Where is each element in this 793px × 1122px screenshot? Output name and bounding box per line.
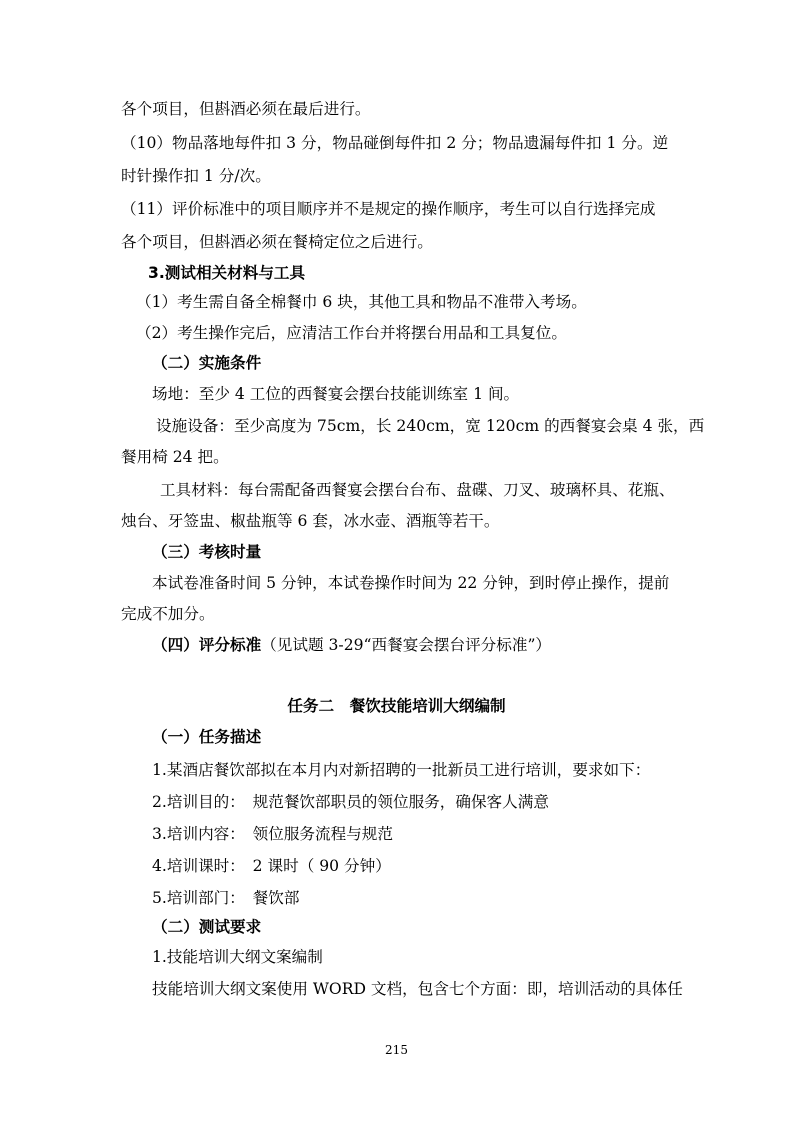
text-line: 时针操作扣 1 分/次。 xyxy=(121,167,271,185)
text-line: （见试题 3-29“西餐宴会摆台评分标准”） xyxy=(261,636,552,654)
text-line: 设施设备：至少高度为 75cm，长 240cm，宽 120cm 的西餐宴会桌 4 张，西 xyxy=(156,417,705,435)
text-line: 烛台、牙签盅、椒盐瓶等 6 套，冰水壶、酒瓶等若干。 xyxy=(121,512,500,530)
text-line: 技能培训大纲文案使用 WORD 文档，包含七个方面：即，培训活动的具体任 xyxy=(152,980,683,998)
section-heading: （四）评分标准 xyxy=(152,636,262,654)
text-line: 场地：至少 4 工位的西餐宴会摆台技能训练室 1 间。 xyxy=(152,385,520,403)
text-line: 工具材料：每台需配备西餐宴会摆台台布、盘碟、刀叉、玻璃杯具、花瓶、 xyxy=(160,481,675,499)
text-line: 3.培训内容： 领位服务流程与规范 xyxy=(152,825,393,843)
section-heading: （二）实施条件 xyxy=(152,354,262,372)
text-line: 5.培训部门： 餐饮部 xyxy=(152,889,300,907)
text-line: （11）评价标准中的项目顺序并不是规定的操作顺序，考生可以自行选择完成 xyxy=(121,200,656,218)
text-line: （1）考生需自备全棉餐巾 6 块，其他工具和物品不准带入考场。 xyxy=(136,293,587,311)
section-heading: 3.测试相关材料与工具 xyxy=(148,264,306,282)
text-line: 本试卷准备时间 5 分钟，本试卷操作时间为 22 分钟，到时停止操作，提前 xyxy=(152,574,670,592)
task-title: 任务二 餐饮技能培训大纲编制 xyxy=(287,697,506,715)
text-line: 2.培训目的： 规范餐饮部职员的领位服务，确保客人满意 xyxy=(152,793,549,811)
text-line: 各个项目，但斟酒必须在餐椅定位之后进行。 xyxy=(121,233,433,251)
text-line: 1.某酒店餐饮部拟在本月内对新招聘的一批新员工进行培训，要求如下： xyxy=(152,761,651,779)
text-line: （2）考生操作完后，应清洁工作台并将摆台用品和工具复位。 xyxy=(136,324,567,342)
section-heading: （二）测试要求 xyxy=(152,918,262,936)
text-line: 1.技能培训大纲文案编制 xyxy=(152,948,323,966)
section-heading: （一）任务描述 xyxy=(152,728,262,746)
section-heading: （三）考核时量 xyxy=(152,543,262,561)
text-line: （10）物品落地每件扣 3 分，物品碰倒每件扣 2 分；物品遗漏每件扣 1 分。逆 xyxy=(121,134,669,152)
page-number: 215 xyxy=(385,1043,408,1057)
text-line: 餐用椅 24 把。 xyxy=(121,448,229,466)
text-line: 完成不加分。 xyxy=(121,605,215,623)
text-line: 各个项目，但斟酒必须在最后进行。 xyxy=(121,100,371,118)
text-line: 4.培训课时： 2 课时（ 90 分钟） xyxy=(152,857,391,875)
scoring-line xyxy=(152,635,551,655)
